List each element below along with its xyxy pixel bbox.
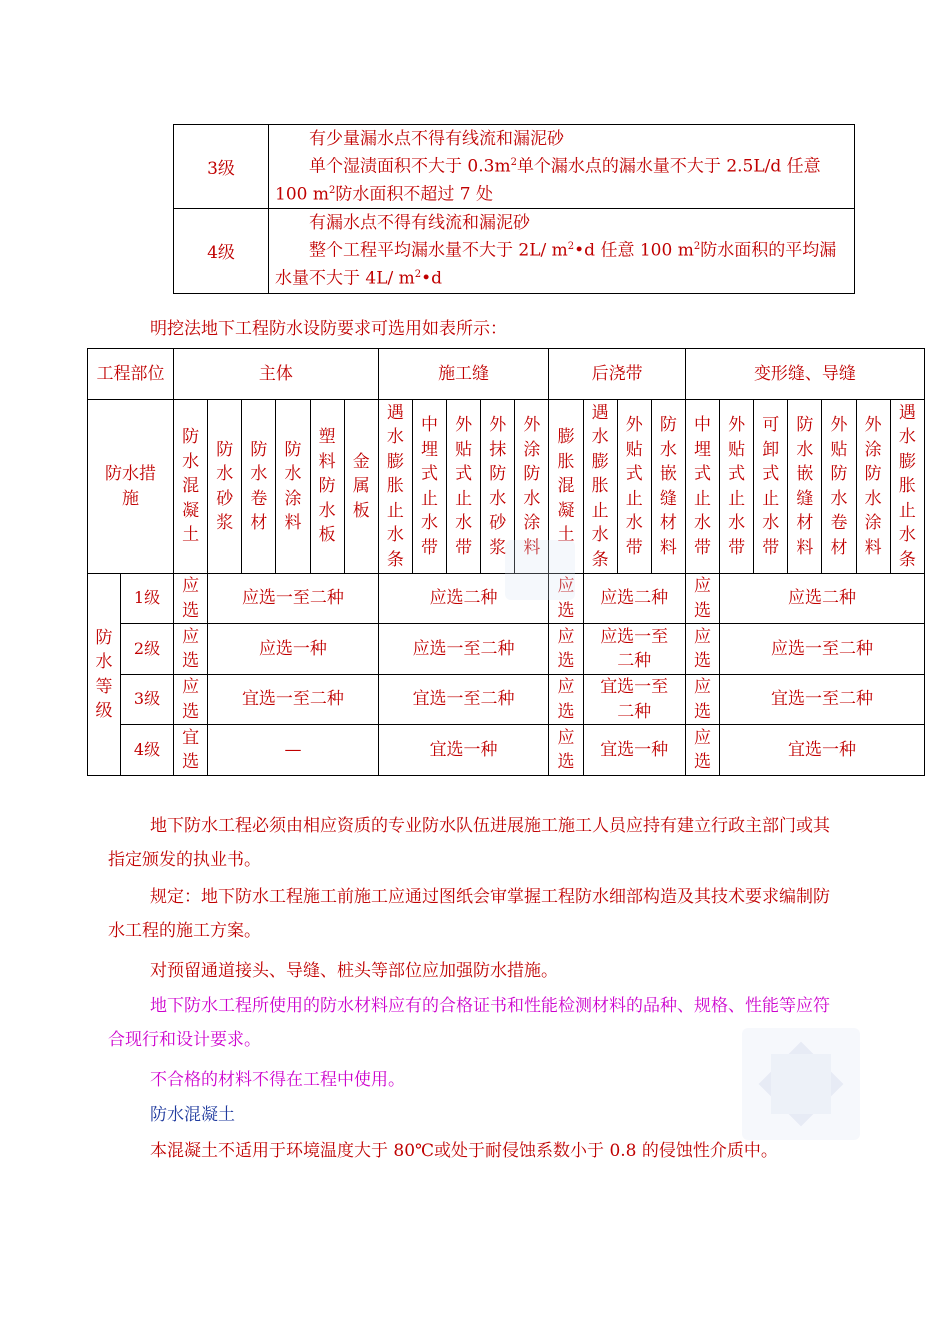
choice-cell: 宜选一种 bbox=[583, 725, 685, 776]
choice-cell: 应选一至二种 bbox=[378, 624, 549, 675]
measure-cell: 外贴式止水带 bbox=[617, 400, 651, 574]
choice-cell: 应选 bbox=[549, 624, 583, 675]
measure-cell: 防水嵌缝材料 bbox=[651, 400, 685, 574]
choice-cell: 宜选一种 bbox=[720, 725, 925, 776]
level-cell: 4级 bbox=[174, 209, 269, 293]
choice-cell: 应选 bbox=[174, 624, 208, 675]
table-row bbox=[88, 624, 925, 675]
choice-cell: 宜选一至二种 bbox=[208, 675, 379, 725]
measure-cell: 防水砂浆 bbox=[208, 400, 242, 574]
paragraph: 不合格的材料不得在工程中使用。 bbox=[150, 1070, 405, 1090]
choice-cell: 应选一至二种 bbox=[720, 624, 925, 675]
measure-cell: 中埋式止水带 bbox=[412, 400, 446, 574]
choice-cell: 应选二种 bbox=[583, 574, 685, 624]
choice-cell: 宜选一至二种 bbox=[583, 675, 685, 725]
table-row bbox=[174, 209, 855, 293]
table-row bbox=[174, 125, 855, 209]
measures-label: 防水措施 bbox=[88, 400, 174, 574]
choice-cell: 应选二种 bbox=[720, 574, 925, 624]
measure-cell: 外涂防水涂料 bbox=[856, 400, 890, 574]
measure-cell: 膨胀混凝土 bbox=[549, 400, 583, 574]
choice-cell: 应选 bbox=[174, 574, 208, 624]
measure-cell: 外贴式止水带 bbox=[447, 400, 481, 574]
choice-cell: — bbox=[208, 725, 379, 776]
choice-cell: 应选一至二种 bbox=[208, 574, 379, 624]
measure-cell: 金属板 bbox=[344, 400, 378, 574]
group-header: 变形缝、导缝 bbox=[685, 349, 924, 400]
measure-cell: 中埋式止水带 bbox=[685, 400, 719, 574]
measure-cell: 塑料防水板 bbox=[310, 400, 344, 574]
level-cell: 4级 bbox=[121, 725, 174, 776]
choice-cell: 应选二种 bbox=[378, 574, 549, 624]
measure-cell: 防水卷材 bbox=[242, 400, 276, 574]
measure-cell: 外贴防水卷材 bbox=[822, 400, 856, 574]
measure-cell: 防水涂料 bbox=[276, 400, 310, 574]
level-cell: 3级 bbox=[174, 125, 269, 209]
measure-cell: 防水混凝土 bbox=[174, 400, 208, 574]
choice-cell: 应选 bbox=[549, 574, 583, 624]
section-heading: 防水混凝土 bbox=[150, 1105, 235, 1125]
measure-cell: 外涂防水涂料 bbox=[515, 400, 549, 574]
group-header: 后浇带 bbox=[549, 349, 686, 400]
choice-cell: 宜选 bbox=[174, 725, 208, 776]
table-row bbox=[88, 675, 925, 725]
header-part-cell: 工程部位 bbox=[88, 349, 174, 400]
choice-cell: 宜选一至二种 bbox=[720, 675, 925, 725]
group-header: 施工缝 bbox=[378, 349, 549, 400]
choice-cell: 应选一种 bbox=[208, 624, 379, 675]
choice-cell: 应选一至二种 bbox=[583, 624, 685, 675]
level-cell: 1级 bbox=[121, 574, 174, 624]
paragraph: 地下防水工程所使用的防水材料应有的合格证书和性能检测材料的品种、规格、性能等应符合现行和设计要求。 bbox=[108, 996, 830, 1050]
paragraph: 对预留通道接头、导缝、桩头等部位应加强防水措施。 bbox=[150, 961, 558, 981]
paragraph: 规定：地下防水工程施工前施工应通过图纸会审掌握工程防水细部构造及其技术要求编制防水工程的施工方案。 bbox=[108, 887, 830, 941]
paragraph: 本混凝土不适用于环境温度大于 80℃或处于耐侵蚀系数小于 0.8 的侵蚀性介质中。 bbox=[150, 1141, 778, 1161]
choice-cell: 应选 bbox=[685, 675, 719, 725]
level-cell: 2级 bbox=[121, 624, 174, 675]
measure-cell: 防水嵌缝材料 bbox=[788, 400, 822, 574]
level-cell: 3级 bbox=[121, 675, 174, 725]
paragraph: 地下防水工程必须由相应资质的专业防水队伍进展施工施工人员应持有建立行政主部门或其指定颁发的执业书。 bbox=[108, 816, 830, 870]
choice-cell: 宜选一种 bbox=[378, 725, 549, 776]
measure-cell: 外贴式止水带 bbox=[720, 400, 754, 574]
grade-label: 防水等级 bbox=[88, 574, 121, 776]
choice-cell: 应选 bbox=[549, 725, 583, 776]
group-header: 主体 bbox=[174, 349, 379, 400]
table-row bbox=[88, 725, 925, 776]
choice-cell: 宜选一至二种 bbox=[378, 675, 549, 725]
intro-text: 明挖法地下工程防水设防要求可选用如表所示： bbox=[150, 319, 507, 339]
choice-cell: 应选 bbox=[685, 725, 719, 776]
choice-cell: 应选 bbox=[685, 574, 719, 624]
description-cell: 有漏水点不得有线流和漏泥砂 整个工程平均漏水量不大于 2L/ $m^2•d$ 任意 100 $m^2$防水面积的平均漏水量不大于 4L/ $m^2•d$ bbox=[269, 209, 855, 293]
choice-cell: 应选 bbox=[685, 624, 719, 675]
choice-cell: 应选 bbox=[174, 675, 208, 725]
table-row bbox=[88, 349, 925, 400]
choice-cell: 应选 bbox=[549, 675, 583, 725]
measure-cell: 可卸式止水带 bbox=[754, 400, 788, 574]
watermark-logo bbox=[505, 540, 575, 600]
measure-cell: 遇水膨胀止水条 bbox=[583, 400, 617, 574]
description-cell: 有少量漏水点不得有线流和漏泥砂 单个湿渍面积不大于 $0.3m^2$单个漏水点的漏水量不大于 2.5L/d 任意 100 $m^2$防水面积不超过 7 处 bbox=[269, 125, 855, 209]
measure-cell: 遇水膨胀止水条 bbox=[378, 400, 412, 574]
measure-cell: 遇水膨胀止水条 bbox=[890, 400, 924, 574]
leak-level-table bbox=[173, 124, 855, 294]
measure-cell: 外抹防水砂浆 bbox=[481, 400, 515, 574]
